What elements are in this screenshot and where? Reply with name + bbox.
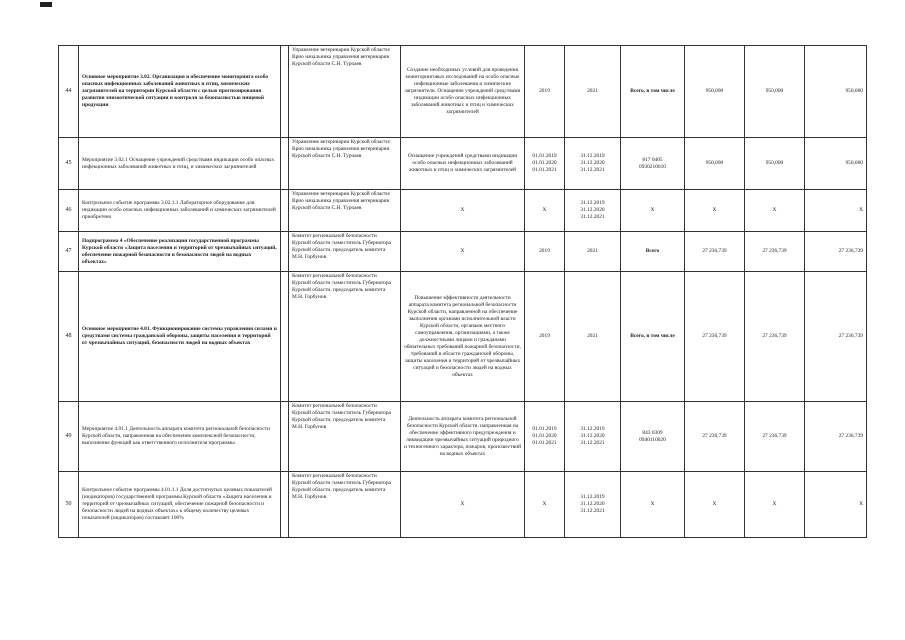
- kbk-cell: 817 0405 0930210010: [621, 138, 685, 190]
- value-2020-cell: 27 236,739: [745, 272, 805, 402]
- row-number: 48: [59, 272, 79, 402]
- start-date-cell: 01.01.2019 01.01.2020 01.01.2021: [525, 138, 565, 190]
- value-2021-cell: 950,000: [805, 46, 867, 138]
- expected-result-cell: X: [401, 232, 525, 272]
- kbk-cell: Всего: [621, 232, 685, 272]
- spacer-cell: [281, 190, 289, 232]
- expected-result-cell: Оснащение учреждений средствами индикации особо опасных инфекционных заболеваний животных и птиц и химических загрязнителей: [401, 138, 525, 190]
- kbk-cell: Всего, в том числе: [621, 46, 685, 138]
- executor-cell: Комитет региональной безопасности Курской области /заместитель Губернатора Курской области, председатель комитета М.Н. Горбунов: [289, 402, 401, 472]
- end-date-cell: 31.12.2019 31.12.2020 31.12.2021: [565, 138, 621, 190]
- expected-result-cell: X: [401, 472, 525, 538]
- value-2020-cell: 27 236,739: [745, 402, 805, 472]
- start-date-cell: 2019: [525, 272, 565, 402]
- value-2021-cell: 950,000: [805, 138, 867, 190]
- expected-result-cell: Создание необходимых условий для проведения мониторинговых исследований на особо опасные инфекционные заболевания и химические загрязнители. Оснащение учреждений средствами индикации особо опасных инфекционных заболеваний животных и птиц и химических загрязнителей: [401, 46, 525, 138]
- start-date-cell: 2019: [525, 46, 565, 138]
- table-row: [59, 46, 867, 138]
- kbk-cell: Всего, в том числе: [621, 272, 685, 402]
- start-date-cell: X: [525, 190, 565, 232]
- spacer-cell: [281, 272, 289, 402]
- executor-cell: Управление ветеринарии Курской области/Врио начальника управления ветеринарии Курской области С.Н. Турчаев: [289, 138, 401, 190]
- row-number: 45: [59, 138, 79, 190]
- end-date-cell: 2021: [565, 232, 621, 272]
- value-2021-cell: X: [805, 472, 867, 538]
- value-2020-cell: 950,000: [745, 46, 805, 138]
- activity-name: Подпрограмма 4 «Обеспечение реализации государственной программы Курской области «Защита населения и территорий от чрезвычайных ситуаций, обеспечение пожарной безопасности и безопасности людей на водных объектах»: [79, 232, 281, 272]
- value-2020-cell: X: [745, 472, 805, 538]
- expected-result-cell: Повышение эффективности деятельности аппарата комитета региональной безопасности Курской области, направленной на обеспечение выполнения органами исполнительной власти Курской области, органами местного самоуправления, организациями, а также должностными лицами и гражданами обязательных требований пожарной безопасности, требований в области гражданской обороны, защиты населения и территорий от чрезвычайных ситуаций и безопасности людей на водных объектах: [401, 272, 525, 402]
- table-row: [59, 472, 867, 538]
- expected-result-cell: Деятельность аппарата комитета региональной безопасности Курской области, направленная на обеспечение эффективного предупреждения и ликвидации чрезвычайных ситуаций природного и техногенного характера, пожаров, происшествий на водных объектах: [401, 402, 525, 472]
- spacer-cell: [281, 472, 289, 538]
- spacer-cell: [281, 402, 289, 472]
- table-row: [59, 138, 867, 190]
- table-row: [59, 272, 867, 402]
- spacer-cell: [281, 232, 289, 272]
- scan-mark: [40, 2, 52, 7]
- expected-result-cell: X: [401, 190, 525, 232]
- table-row: [59, 232, 867, 272]
- row-number: 47: [59, 232, 79, 272]
- kbk-cell: 843 0309 0940110020: [621, 402, 685, 472]
- end-date-cell: 31.12.2019 31.12.2020 31.12.2021: [565, 402, 621, 472]
- value-2019-cell: 950,000: [685, 46, 745, 138]
- value-2019-cell: 27 236,739: [685, 232, 745, 272]
- activity-name: Контрольное событие программы 3.02.1.1 Лабораторное оборудование для индикации особо опасных инфекционных заболеваний и химических загрязнителей приобретено: [79, 190, 281, 232]
- kbk-cell: X: [621, 472, 685, 538]
- kbk-cell: X: [621, 190, 685, 232]
- value-2020-cell: 27 236,739: [745, 232, 805, 272]
- table-row: [59, 402, 867, 472]
- spacer-cell: [281, 46, 289, 138]
- table-row: [59, 190, 867, 232]
- start-date-cell: X: [525, 472, 565, 538]
- plan-table: [58, 45, 867, 538]
- value-2019-cell: 950,000: [685, 138, 745, 190]
- executor-cell: Комитет региональной безопасности Курской области /заместитель Губернатора Курской области, председатель комитета М.Н. Горбунов: [289, 272, 401, 402]
- value-2019-cell: 27 236,739: [685, 272, 745, 402]
- activity-name: Основное мероприятие 4.01. Функционирование системы управления силами и средствами системы гражданской обороны, защиты населения и территорий от чрезвычайных ситуаций, безопасности людей на водных объектах: [79, 272, 281, 402]
- value-2019-cell: 27 236,739: [685, 402, 745, 472]
- row-number: 49: [59, 402, 79, 472]
- value-2021-cell: 27 236,739: [805, 272, 867, 402]
- executor-cell: Управление ветеринарии Курской области/Врио начальника управления ветеринарии Курской области С.Н. Турчаев: [289, 190, 401, 232]
- spacer-cell: [281, 138, 289, 190]
- activity-name: Контрольное событие программы 4.01.1.1 Доля достигнутых целевых показателей (индикаторов) государственной программы Курской области «Защита населения и территорий от чрезвычайных ситуаций, обеспечение пожарной безопасности и безопасности людей на водных объектах» к общему количеству целевых показателей (индикаторов) составляет 100%: [79, 472, 281, 538]
- end-date-cell: 31.12.2019 31.12.2020 31.12.2021: [565, 472, 621, 538]
- value-2021-cell: 27 236,739: [805, 402, 867, 472]
- value-2021-cell: 27 236,739: [805, 232, 867, 272]
- executor-cell: Комитет региональной безопасности Курской области /заместитель Губернатора Курской области, председатель комитета М.Н. Горбунов: [289, 472, 401, 538]
- start-date-cell: 2019: [525, 232, 565, 272]
- value-2020-cell: 950,000: [745, 138, 805, 190]
- activity-name: Мероприятие 4.01.1 Деятельность аппарата комитета региональной безопасности Курской области, направленная на обеспечение комплексной безопасности, выполнение функций как ответственного исполнителя программы: [79, 402, 281, 472]
- executor-cell: Управление ветеринарии Курской области/Врио начальника управления ветеринарии Курской области С.Н. Турчаев: [289, 46, 401, 138]
- end-date-cell: 2021: [565, 46, 621, 138]
- activity-name: Основное мероприятие 3.02. Организация и обеспечение мониторинга особо опасных инфекционных заболеваний животных и птиц, химических загрязнителей на территории Курской области с целью прогнозирования развития эпизоотической ситуации и контроля за безопасностью пищевой продукции: [79, 46, 281, 138]
- row-number: 46: [59, 190, 79, 232]
- value-2021-cell: X: [805, 190, 867, 232]
- row-number: 50: [59, 472, 79, 538]
- executor-cell: Комитет региональной безопасности Курской области /заместитель Губернатора Курской области, председатель комитета М.Н. Горбунов: [289, 232, 401, 272]
- row-number: 44: [59, 46, 79, 138]
- activity-name: Мероприятие 3.02.1 Оснащение учреждений средствами индикации особо опасных инфекционных заболеваний животных и птиц, и химических загрязнителей: [79, 138, 281, 190]
- start-date-cell: 01.01.2019 01.01.2020 01.01.2021: [525, 402, 565, 472]
- value-2020-cell: X: [745, 190, 805, 232]
- end-date-cell: 2021: [565, 272, 621, 402]
- value-2019-cell: X: [685, 472, 745, 538]
- end-date-cell: 31.12.2019 31.12.2020 31.12.2021: [565, 190, 621, 232]
- value-2019-cell: X: [685, 190, 745, 232]
